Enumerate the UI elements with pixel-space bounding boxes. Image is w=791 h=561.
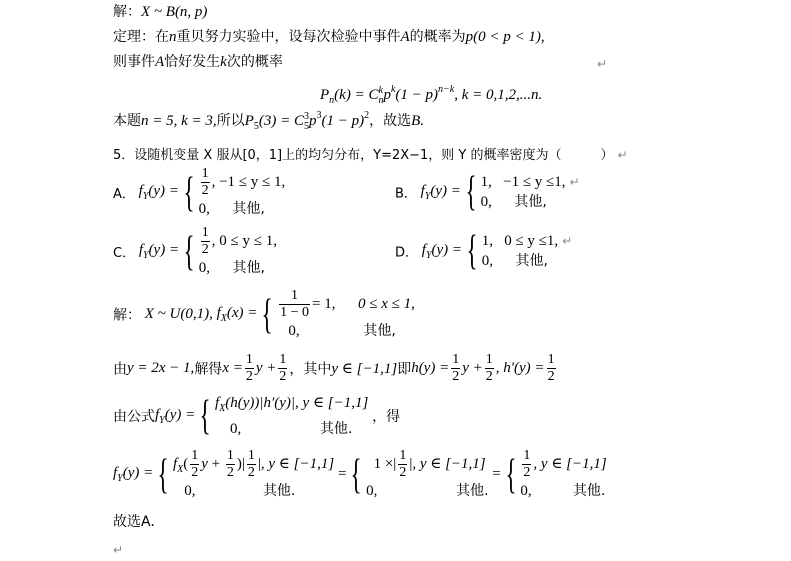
math-params: n = 5, k = 3,: [141, 113, 217, 129]
left-brace: {: [466, 228, 478, 274]
math: y +: [255, 360, 277, 376]
option-c[interactable]: [113, 225, 277, 278]
binomial-formula: $P_n(k) = C$ k n $p^k(1 - p)^{n-k}$, k = 0,1,2,...n.: [320, 84, 543, 106]
solution-2-density: [113, 288, 415, 341]
left-brace: {: [465, 169, 477, 215]
math-one-minus-p: (1 − p): [321, 113, 365, 129]
solution-2-formula: [113, 393, 400, 439]
math-k: k: [220, 54, 227, 70]
cases: $\frac{1}{2}$ , −1 ≤ y ≤ 1, 0, 其他,: [198, 166, 286, 217]
solution-1-line-1: [113, 2, 207, 22]
solution-2-inverse: 由y = 2x − 1,解得x = $\frac{1}{2}$ y + $\frac{1}{2}$ ，其中y ∈ [−1,1]即h(y) = $\frac{1}{2}$ y + $\frac{1}{2}$ , h′(y) = $\frac{1}{2}$: [113, 352, 555, 384]
text: ，其中: [289, 361, 332, 378]
math-A: A: [400, 29, 410, 45]
text: 恰好发生: [164, 54, 221, 70]
math-one-minus-p: (1 − p): [395, 87, 439, 103]
fy-symbol: $f_Y(y)$ =: [138, 242, 180, 261]
left-brace: {: [261, 291, 273, 338]
math-C: (k) = C: [334, 87, 379, 103]
solution-label: 解：: [113, 4, 141, 20]
text: ，得: [372, 409, 401, 425]
math: y ∈ [−1,1]: [331, 361, 398, 377]
answer-text: 故选A.: [113, 514, 155, 530]
paragraph-mark: ↵: [617, 148, 628, 162]
option-label: C．: [113, 246, 136, 261]
left-brace: {: [199, 393, 211, 439]
left-brace: {: [183, 228, 195, 275]
conclusion-line: 本题n = 5, k = 3,所以$P_5(3) = C$ 3 5 $p^3(1 - p)^2$，故选B.: [113, 110, 424, 132]
option-label: D．: [395, 245, 419, 261]
cases: $\frac{1}{1 - 0}$ = 1, 0 ≤ x ≤ 1, 0, 其他,: [280, 288, 415, 339]
theorem-line: [113, 27, 545, 47]
cases-2: 1 ×| $\frac{1}{2}$ |, y ∈ [−1,1] 0, 其他.: [366, 448, 489, 499]
math-P: P: [320, 87, 330, 103]
text: 的概率为: [409, 29, 466, 45]
uniform-notation: X ~ U(0,1),: [144, 306, 213, 322]
cases: $f_X(h(y))|h'(y)|$, y ∈ [−1,1] 0, 其他.: [214, 395, 369, 437]
text: 则事件: [113, 54, 155, 70]
fy-symbol: $f_Y(y)$ =: [113, 465, 154, 484]
binomial-notation: X ~ B(n, p): [141, 4, 208, 20]
text: 即: [397, 361, 412, 378]
fx-symbol: $f_X(x)$ =: [216, 305, 258, 324]
final-answer: [113, 512, 155, 532]
cases: $\frac{1}{2}$ , 0 ≤ y ≤ 1, 0, 其他,: [198, 225, 277, 276]
text: 重贝努力实验中，设每次检验中事件: [176, 29, 401, 45]
math-n: n: [169, 29, 177, 45]
solution-2-final: $f_Y(y)$ = { $f_X$( $\frac{1}{2}$ y + $\frac{1}{2}$ )| $\frac{1}{2}$ |, y ∈ [−1,1] 0, 其他. = { 1 ×| $\frac{1}{2}$ |, y ∈ [−1,1] 0, 其他. = { $\frac{1}{2}$ , y ∈ [−1,1] 0, 其他.: [113, 448, 607, 499]
cases-3: $\frac{1}{2}$ , y ∈ [−1,1] 0, 其他.: [520, 448, 607, 499]
solution-label: 解：: [113, 307, 141, 324]
text: 由公式: [113, 409, 155, 425]
text: ，故选: [369, 113, 412, 129]
fy-symbol: $f_Y(y)$ =: [420, 182, 461, 202]
math: y = 2x − 1,: [127, 360, 195, 376]
math: h(y) =: [411, 360, 450, 376]
math-k-range: , k = 0,1,2,...n.: [454, 87, 543, 103]
cases: 1, −1 ≤ y ≤1, ↵ 0, 其他,: [480, 174, 580, 210]
paragraph-mark: ↵: [113, 543, 124, 557]
option-d[interactable]: [395, 228, 573, 274]
fy-symbol: $f_Y(y)$ =: [155, 406, 196, 426]
math: , h′(y) =: [495, 360, 545, 376]
math: x =: [222, 360, 243, 376]
stem-text: 5．设随机变量 X 服从[0，1]上的均匀分布，Y=2X−1，则 Y 的概率密度为（ ）: [113, 148, 614, 163]
option-b[interactable]: [395, 169, 580, 215]
question-5-stem: [113, 145, 628, 166]
text: 定理：在: [113, 29, 169, 45]
cases-1: $f_X$( $\frac{1}{2}$ y + $\frac{1}{2}$ )| $\frac{1}{2}$ |, y ∈ [−1,1] 0, 其他.: [172, 448, 335, 499]
answer-B: B.: [411, 113, 424, 129]
paragraph-mark: ↵: [562, 234, 573, 248]
then-line: [113, 52, 608, 72]
fy-symbol: $f_Y(y)$ =: [421, 241, 463, 261]
left-brace: {: [183, 169, 195, 216]
math: y +: [462, 360, 483, 376]
text: 本题: [113, 113, 141, 129]
paragraph-mark: ↵: [569, 175, 580, 189]
left-brace: {: [350, 451, 362, 498]
text: 所以: [216, 113, 245, 129]
fy-symbol: $f_Y(y)$ =: [138, 183, 179, 202]
option-a[interactable]: [113, 166, 285, 219]
text: 解得: [194, 361, 223, 378]
paragraph-mark: ↵: [597, 57, 608, 71]
text: 次的概率: [226, 54, 283, 70]
math-C: (3) = C: [258, 113, 304, 129]
math-A: A: [155, 54, 165, 70]
left-brace: {: [157, 451, 169, 498]
option-label: B．: [395, 186, 417, 202]
math-P: P: [244, 113, 254, 129]
option-label: A．: [113, 187, 135, 202]
cases: 1, 0 ≤ y ≤1, ↵ 0, 其他,: [481, 233, 573, 269]
text: 由: [113, 361, 127, 378]
math-p-range: p(0 < p < 1),: [465, 29, 545, 45]
trailing-paragraph: [113, 540, 123, 560]
left-brace: {: [505, 451, 517, 498]
